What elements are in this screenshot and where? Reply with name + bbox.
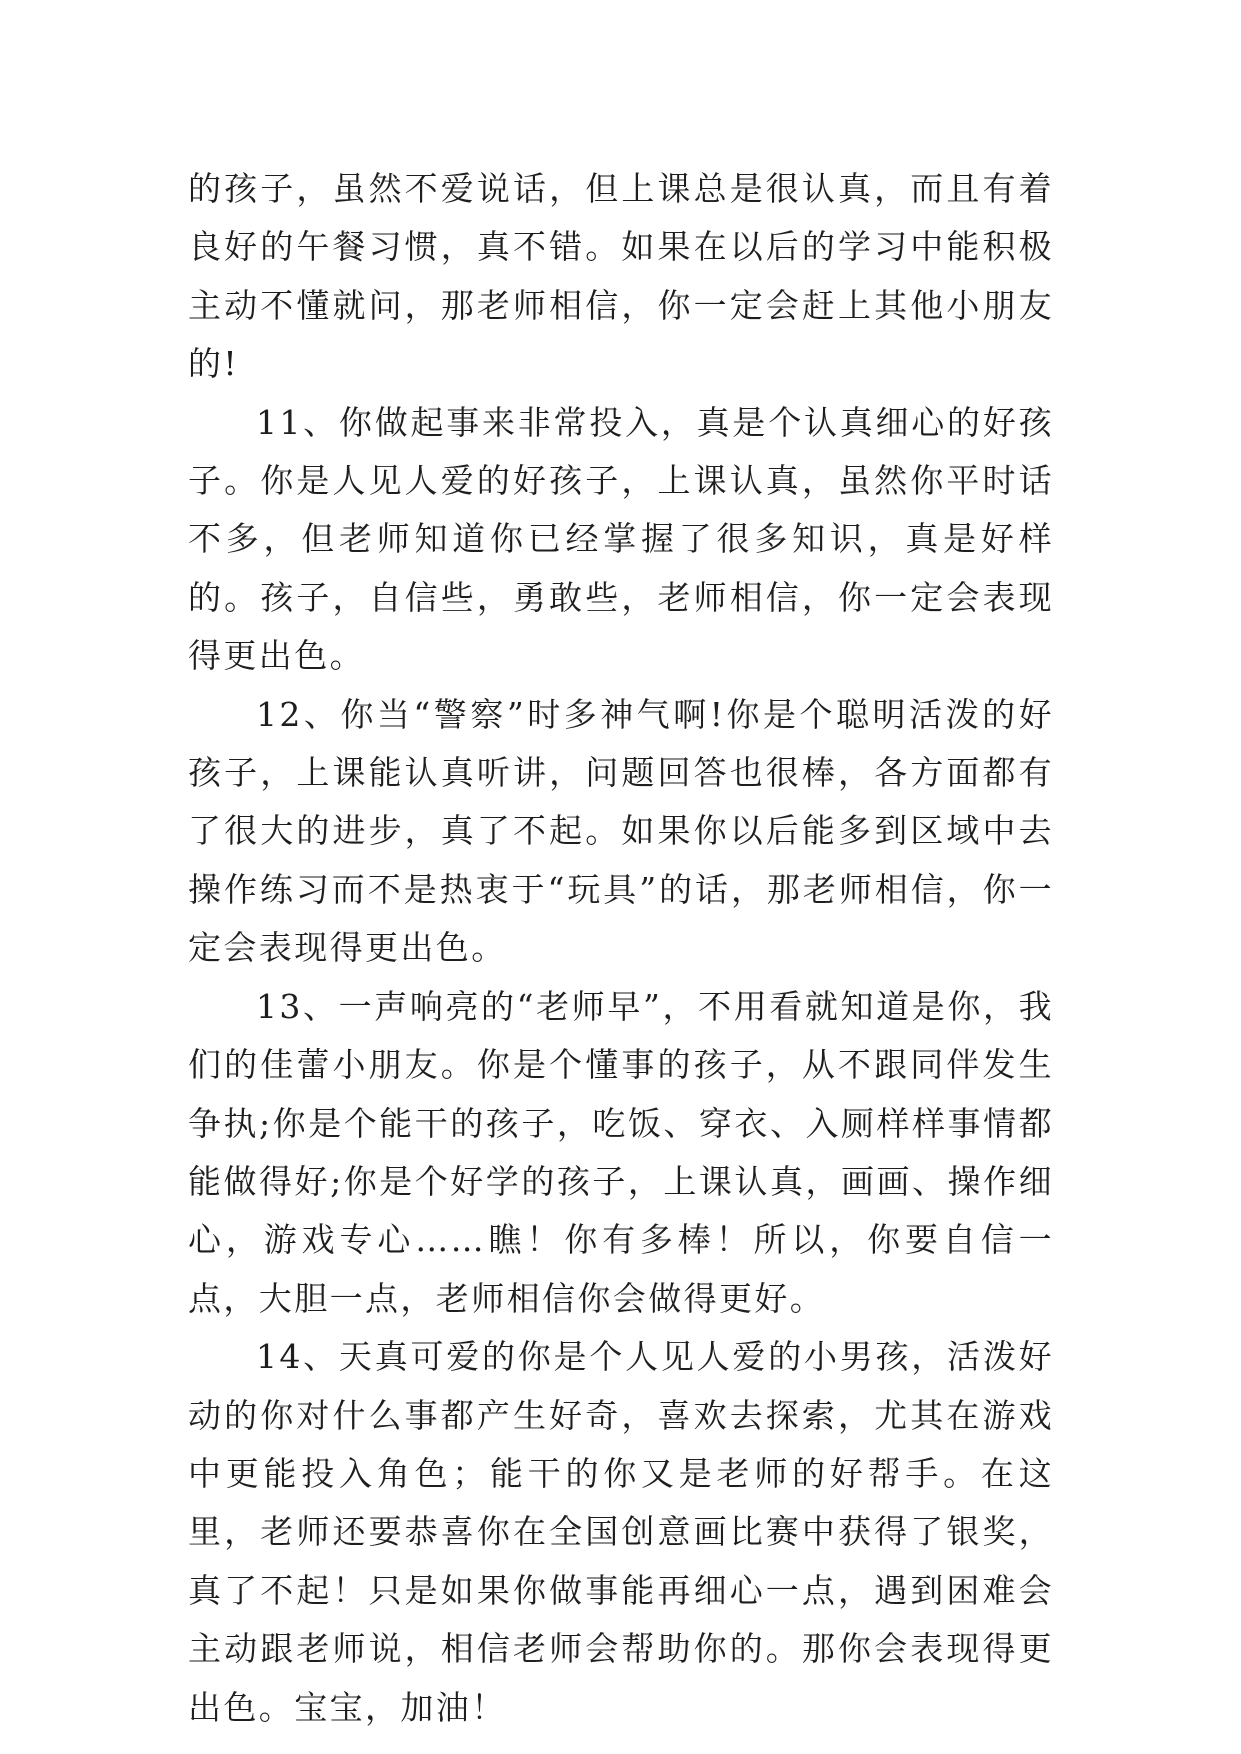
paragraph-item-13: 13、一声响亮的“老师早”，不用看就知道是你，我们的佳蕾小朋友。你是个懂事的孩子，从不跟同伴发生争执;你是个能干的孩子，吃饭、穿衣、入厕样样事情都能做得好;你是个好学的孩子，上课认真，画画、操作细心，游戏专心……瞧！你有多棒！所以，你要自信一点，大胆一点，老师相信你会做得更好。 (188, 986, 1054, 1318)
body-text (188, 160, 1054, 1737)
paragraph-item-14: 14、天真可爱的你是个人见人爱的小男孩，活泼好动的你对什么事都产生好奇，喜欢去探索，尤其在游戏中更能投入角色；能干的你又是老师的好帮手。在这里，老师还要恭喜你在全国创意画比赛中获得了银奖，真了不起！只是如果你做事能再细心一点，遇到困难会主动跟老师说，相信老师会帮助你的。那你会表现得更出色。宝宝，加油！ (188, 1337, 1054, 1727)
paragraph-item-11: 11、你做起事来非常投入，真是个认真细心的好孩子。你是人见人爱的好孩子，上课认真，虽然你平时话不多，但老师知道你已经掌握了很多知识，真是好样的。孩子，自信些，勇敢些，老师相信，你一定会表现得更出色。 (188, 402, 1054, 676)
paragraph-item-12: 12、你当“警察”时多神气啊!你是个聪明活泼的好孩子，上课能认真听讲，问题回答也很棒，各方面都有了很大的进步，真了不起。如果你以后能多到区域中去操作练习而不是热衷于“玩具”的话，那老师相信，你一定会表现得更出色。 (188, 694, 1054, 968)
paragraph-continued: 的孩子，虽然不爱说话，但上课总是很认真，而且有着良好的午餐习惯，真不错。如果在以后的学习中能积极主动不懂就问，那老师相信，你一定会赶上其他小朋友的! (188, 169, 1054, 384)
